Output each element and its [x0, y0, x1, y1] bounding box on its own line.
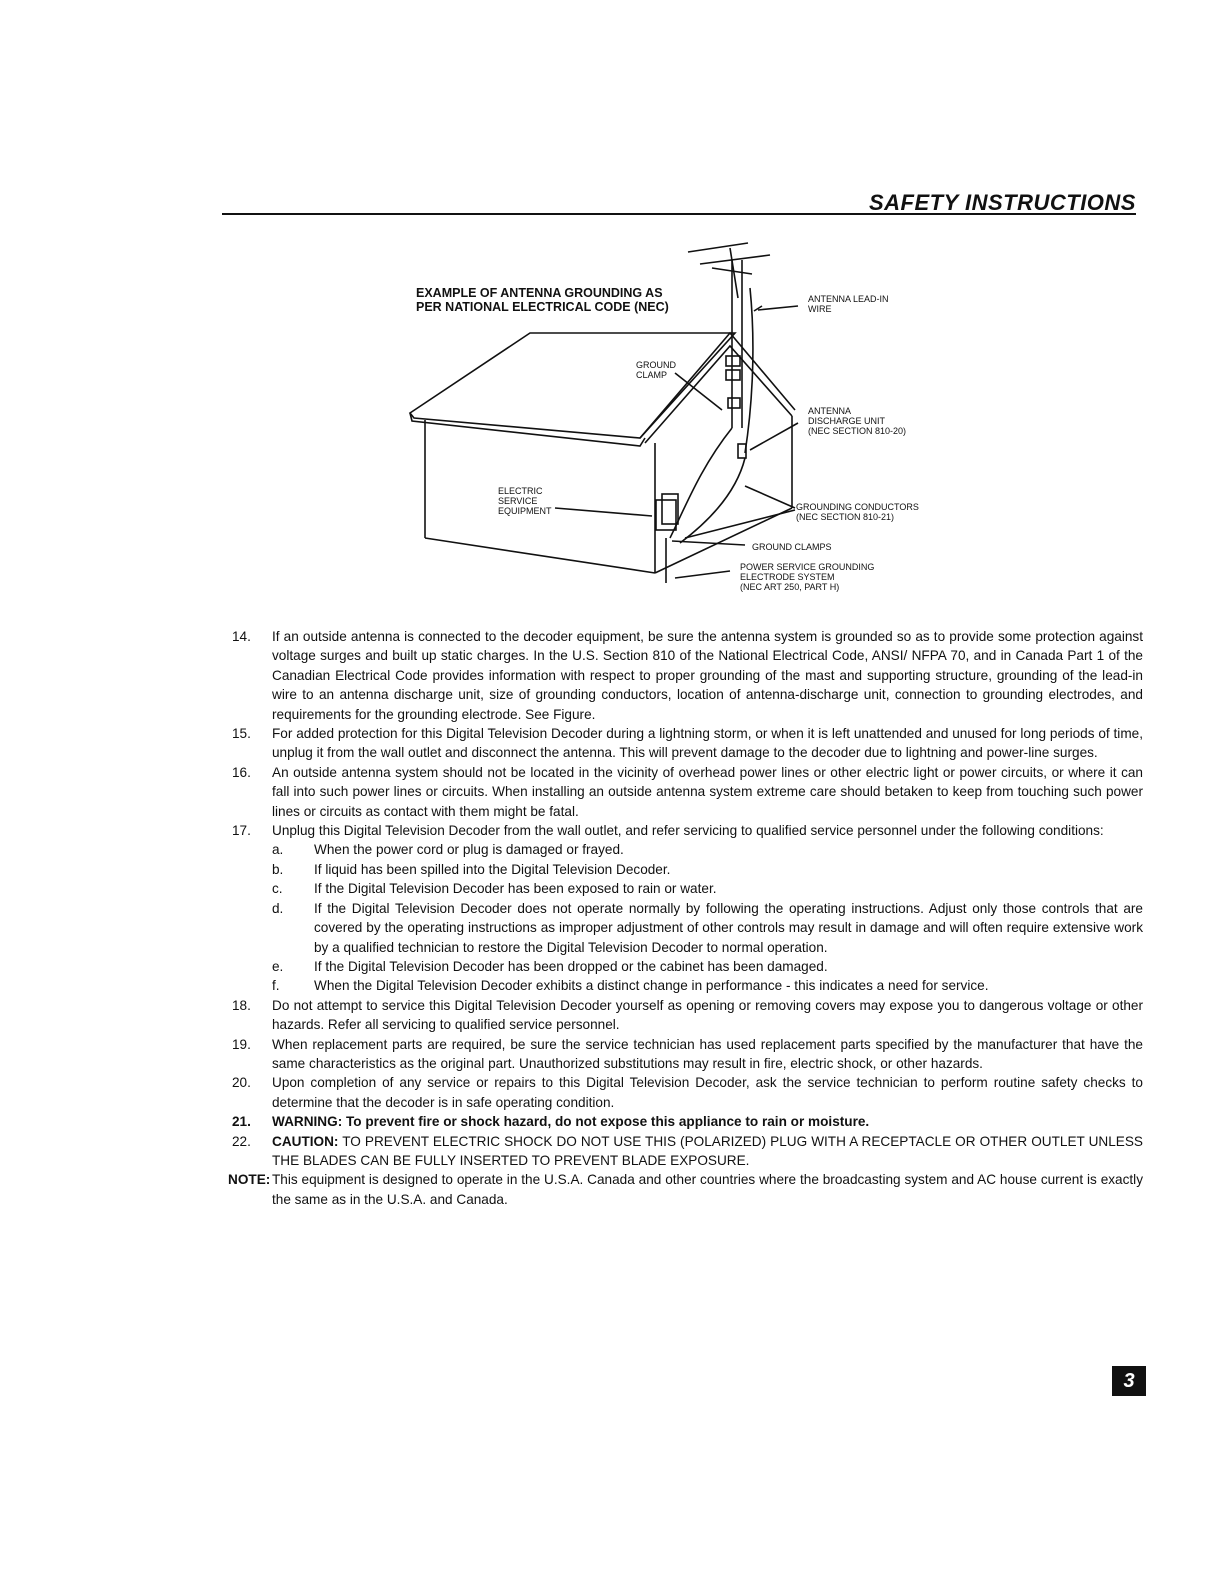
- page-title: SAFETY INSTRUCTIONS: [868, 190, 1136, 215]
- warning-item: 21. WARNING: To prevent fire or shock hazard, do not expose this appliance to rain or moisture.: [232, 1114, 870, 1130]
- sub-list-item: c. If the Digital Television Decoder has been exposed to rain or water.: [272, 881, 717, 897]
- label-grounding-conductors: GROUNDING CONDUCTORS (NEC SECTION 810-21): [796, 502, 919, 522]
- caution-item: 22. CAUTION: TO PREVENT ELECTRIC SHOCK DO NOT USE THIS (POLARIZED) PLUG WITH A RECEPTACLE OR OTHER OUTLET UNLESS THE BLADES CAN BE FULLY INSERTED TO PREVENT BLADE EXPOSURE.: [232, 1133, 1143, 1168]
- safety-instructions-list: [228, 627, 1143, 1209]
- figure-title: EXAMPLE OF ANTENNA GROUNDING AS PER NATIONAL ELECTRICAL CODE (NEC): [416, 286, 669, 314]
- label-antenna-lead-in: ANTENNA LEAD-IN WIRE: [808, 294, 889, 314]
- label-antenna-discharge-unit: ANTENNA DISCHARGE UNIT (NEC SECTION 810-20): [808, 406, 907, 436]
- label-ground-clamp: GROUND CLAMP: [636, 360, 676, 380]
- list-item: 14. If an outside antenna is connected to the decoder equipment, be sure the antenna system is grounded so as to provide some protection against voltage surges and built up static charges. In the U.S. Section 810 of the National Electrical Code, ANSI/ NFPA 70, and in Canada Part 1 of the Canadian Electrical Code provides information with respect to proper grounding of the mast and supporting structure, grounding of the lead-in wire to an antenna discharge unit, size of grounding conductors, location of antenna-discharge unit, connection to grounding electrodes, and requirements for the grounding electrode. See Figure.: [232, 629, 1143, 722]
- list-item: 19. When replacement parts are required, be sure the service technician has used replacement parts specified by the manufacturer that have the same characteristics as the original part. Unauthorized substitutions may result in fire, electric shock, or other hazards.: [232, 1036, 1143, 1071]
- list-item: 18. Do not attempt to service this Digital Television Decoder yourself as opening or removing covers may expose you to dangerous voltage or other hazards. Refer all servicing to qualified service personnel.: [232, 997, 1143, 1033]
- header-rule: [222, 213, 1136, 215]
- label-ground-clamps: GROUND CLAMPS: [752, 542, 832, 552]
- sub-list-item: f. When the Digital Television Decoder exhibits a distinct change in performance - this indicates a need for service.: [272, 978, 989, 994]
- label-power-service-grounding: POWER SERVICE GROUNDING ELECTRODE SYSTEM (NEC ART 250, PART H): [740, 562, 875, 592]
- list-item: 20. Upon completion of any service or repairs to this Digital Television Decoder, ask the service technician to perform routine safety checks to determine that the decoder is in safe operating condition.: [232, 1075, 1143, 1110]
- antenna-grounding-figure: [400, 238, 960, 608]
- sub-list-item: d. If the Digital Television Decoder does not operate normally by following the operating instructions. Adjust only those controls that are covered by the operating instructions as improper adjustment of other controls may result in damage and will often require extensive work by a qualified technician to restore the Digital Television Decoder to normal operation.: [272, 900, 1143, 955]
- sub-list-item: b. If liquid has been spilled into the Digital Television Decoder.: [272, 861, 671, 877]
- label-electric-service-equipment: ELECTRIC SERVICE EQUIPMENT: [498, 486, 552, 516]
- list-item: 16. An outside antenna system should not be located in the vicinity of overhead power lines or other electric light or power circuits, or where it can fall into such power lines or circuits. When installing an outside antenna system extreme care should betaken to keep from touching such power lines or circuits as contact with them might be fatal.: [232, 764, 1143, 819]
- list-item: 17. Unplug this Digital Television Decoder from the wall outlet, and refer servicing to qualified service personnel under the following conditions: a. When the power cord or plug is damaged or frayed. b. If liquid has been spilled into the Digital Television Decoder. c. If the Digital Television Decoder has been exposed to rain or water. d. If the Digital Television Decoder does not operate normally by following the operating instructions. Adjust only those controls that are covered by the operating instructions as improper adjustment of other controls may result in damage and will often require extensive work by a qualified technician to restore the Digital Television Decoder to normal operation. e. If the Digital Television Decoder has been dropped or the cabinet has been damaged. f. When the Digital Television Decoder exhibits a distinct change in performance - this indicates a need for service.: [228, 821, 1143, 996]
- list-item: 15. For added protection for this Digital Television Decoder during a lightning storm, or when it is left unattended and unused for long periods of time, unplug it from the wall outlet and disconnect the antenna. This will prevent damage to the decoder due to lightning and power-line surges.: [232, 726, 1143, 761]
- note: NOTE: This equipment is designed to operate in the U.S.A. Canada and other countries where the broadcasting system and AC house current is exactly the same as in the U.S.A. and Canada.: [228, 1172, 1143, 1207]
- page-number: 3: [1112, 1366, 1146, 1396]
- sub-list-item: e. If the Digital Television Decoder has been dropped or the cabinet has been damaged.: [272, 958, 828, 974]
- sub-list-item: a. When the power cord or plug is damaged or frayed.: [272, 842, 624, 858]
